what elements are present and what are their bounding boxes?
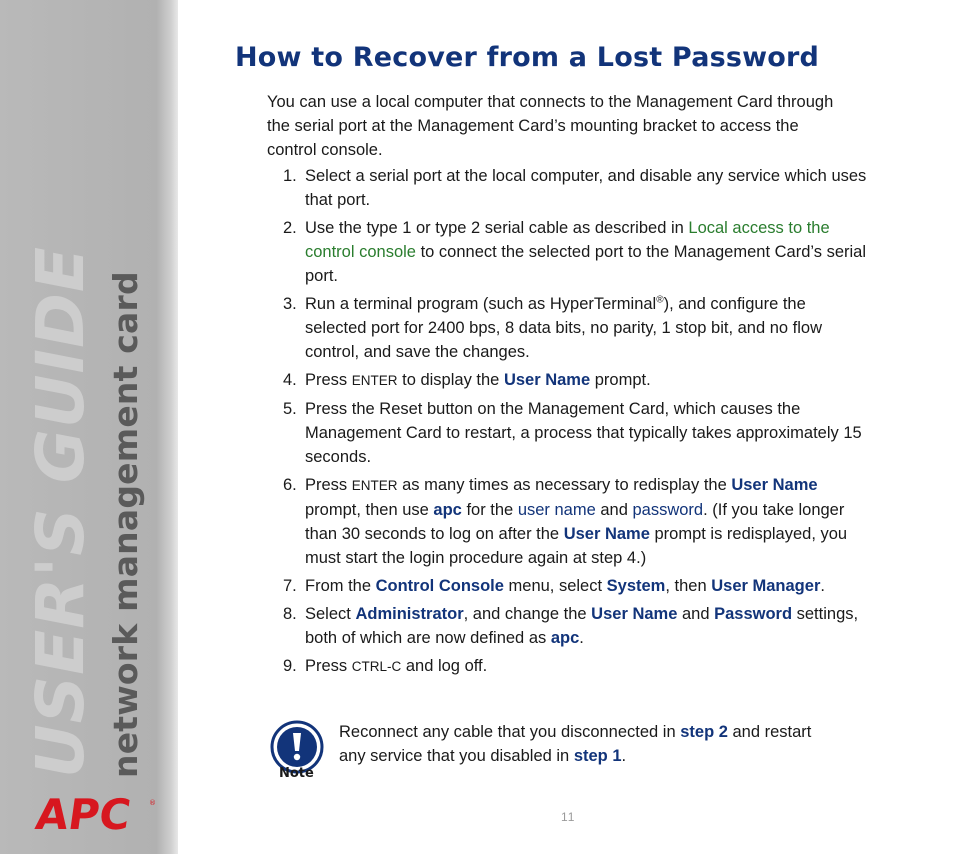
text-run: prompt. bbox=[590, 371, 651, 389]
step-item bbox=[267, 292, 867, 364]
text-run: . bbox=[820, 577, 825, 595]
ui-term: System bbox=[606, 577, 666, 595]
text-run: and bbox=[677, 605, 715, 623]
page-title: How to Recover from a Lost Password bbox=[235, 42, 820, 73]
step-item bbox=[267, 368, 867, 393]
apc-logo-trademark: ® bbox=[149, 799, 156, 807]
text-run: and restart any service that you disabled in bbox=[339, 723, 812, 765]
text-run: Press bbox=[305, 371, 352, 389]
text-run: From the bbox=[305, 577, 376, 595]
step-item bbox=[267, 654, 867, 679]
ui-term: User Manager bbox=[711, 577, 821, 595]
text-run: prompt is redisplayed, you must start the login procedure again at step 4.) bbox=[305, 525, 848, 567]
step-number: 5. bbox=[283, 400, 297, 418]
text-run: Run a terminal program (such as HyperTerminal bbox=[305, 295, 657, 313]
step-item bbox=[267, 602, 867, 650]
apc-logo-text: APC bbox=[32, 790, 134, 839]
ui-term: User Name bbox=[591, 605, 678, 623]
step-number: 8. bbox=[283, 605, 297, 623]
text-run: Use the type 1 or type 2 serial cable as described in bbox=[305, 219, 689, 237]
ui-term: User Name bbox=[731, 476, 818, 494]
note-label: Note bbox=[279, 766, 314, 781]
key-name: CTRL-C bbox=[351, 659, 402, 674]
key-name: ENTER bbox=[351, 478, 398, 493]
step-item bbox=[267, 216, 867, 288]
text-run: as many times as necessary to redisplay the bbox=[397, 476, 732, 494]
step-number: 3. bbox=[283, 295, 297, 313]
text-run: ), and configure the selected port for 2400 bps, 8 data bits, no parity, 1 stop bit, and no flow control, and save the changes. bbox=[305, 295, 823, 361]
field-term: user name bbox=[517, 501, 596, 519]
ui-term: User Name bbox=[503, 371, 591, 389]
text-run: Press bbox=[305, 657, 352, 675]
text-run: to connect the selected port to the Management Card’s serial port. bbox=[305, 243, 867, 285]
text-run: to display the bbox=[397, 371, 504, 389]
text-run: Select bbox=[305, 605, 356, 623]
field-term: password bbox=[632, 501, 704, 519]
ui-term: step 2 bbox=[680, 723, 728, 741]
ui-term: apc bbox=[550, 629, 580, 647]
text-run: . bbox=[621, 747, 627, 765]
text-run: Press the Reset button on the Management Card, which causes the Management Card to restart, a process that typically takes approximately 15 seconds. bbox=[305, 400, 862, 466]
note-text bbox=[339, 720, 819, 768]
text-run: for the bbox=[461, 501, 518, 519]
sidebar bbox=[0, 0, 178, 854]
ui-term: step 1 bbox=[573, 747, 622, 765]
step-number: 6. bbox=[283, 476, 297, 494]
step-number: 4. bbox=[283, 371, 297, 389]
step-item bbox=[267, 397, 867, 469]
step-number: 2. bbox=[283, 219, 297, 237]
ui-term: apc bbox=[433, 501, 462, 519]
text-run: Press bbox=[305, 476, 352, 494]
text-run: , then bbox=[665, 577, 712, 595]
text-run: Reconnect any cable that you disconnected in bbox=[339, 723, 681, 741]
step-number: 7. bbox=[283, 577, 297, 595]
step-item bbox=[267, 473, 867, 570]
text-run: and log off. bbox=[401, 657, 488, 675]
text-run: . (If you take longer than 30 seconds to log on after the bbox=[305, 501, 845, 543]
step-number: 1. bbox=[283, 167, 297, 185]
product-name: network management card bbox=[106, 271, 145, 778]
page-number: 11 bbox=[561, 810, 576, 824]
step-item bbox=[267, 574, 867, 598]
text-run: prompt, then use bbox=[305, 501, 434, 519]
text-run: Select a serial port at the local computer, and disable any service which uses that port. bbox=[305, 167, 867, 209]
steps-list bbox=[267, 164, 867, 683]
key-name: ENTER bbox=[351, 373, 398, 388]
apc-logo bbox=[17, 790, 156, 839]
text-run: and bbox=[595, 501, 633, 519]
step-number: 9. bbox=[283, 657, 297, 675]
text-run: . bbox=[579, 629, 584, 647]
ui-term: Password bbox=[714, 605, 793, 623]
ui-term: Administrator bbox=[355, 605, 464, 623]
text-run: menu, select bbox=[503, 577, 607, 595]
intro-paragraph: You can use a local computer that connects to the Management Card through the serial port at the Management Card’s mounting bracket to access the control console. bbox=[267, 93, 834, 159]
cross-reference-link[interactable]: Local access to the control console bbox=[305, 219, 830, 261]
ui-term: User Name bbox=[563, 525, 650, 543]
step-item bbox=[267, 164, 867, 212]
registered-mark: ® bbox=[656, 294, 664, 306]
ui-term: Control Console bbox=[375, 577, 504, 595]
text-run: , and change the bbox=[463, 605, 592, 623]
users-guide-watermark: USER'S GUIDE bbox=[22, 246, 99, 778]
text-run: settings, both of which are now defined as bbox=[305, 605, 859, 647]
